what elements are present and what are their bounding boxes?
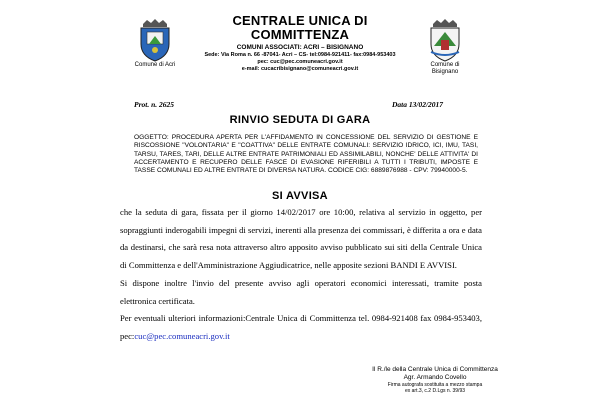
body-paragraph-1: che la seduta di gara, fissata per il giorno 14/02/2017 ore 10:00, relativa al servizio in oggetto, per sopraggiunti inderogabili impegni di servizi, inerenti alla presenza dei commissari, è differita a ora e data da destinarsi, che sarà resa nota attraverso altro apposito avviso pubblicato sui siti della Centrale Unica di Committenza e dell'Amministrazione Aggiudicatrice, nelle apposite sezioni BANDI E AVVISI. [120,207,482,271]
signature-role: Il R./le della Centrale Unica di Committenza [372,366,498,373]
protocol-number: Prot. n. 2625 [134,100,175,109]
signature-legal-ref: ex art.3, c.2 D.Lgs n. 39/93 [404,388,466,394]
signature-name: Agr. Armando Covello [403,374,467,381]
right-crest-caption: Comune di Bisignano [430,62,460,75]
bisignano-coat-of-arms-icon [425,18,465,62]
subject-paragraph: OGGETTO: PROCEDURA APERTA PER L'AFFIDAMENTO IN CONCESSIONE DEL SERVIZIO DI GESTIONE E RISCOSSIONE "VOLONTARIA" E "COATTIVA" DELLE ENTRATE COMUNALI: SERVIZIO IDRICO, ICI, IMU, TASI, TARSU, TARES, TARI, DELLE ALTRE ENTRATE PATRIMONIALI ED ASSIMILABILI, NONCHE' DELLE ATTIVITA' DI ACCERTAMENTO E RECUPERO DELLE FASCE DI EVASIONE RIFERIBILI A TUTTI I TRIBUTI, IMPOSTE E TASSE COMUNALI ED ALTRE ENTRATE DI DIVERSA NATURA. CODICE CIG: 6889876988 - CPV: 79940000-5. [134,134,478,175]
letterhead-address: Sede: Via Roma n. 66 -87041- Acri – CS- tel:0984-921411- fax:0984-953403 [204,52,396,58]
notice-heading: SI AVVISA [272,190,328,202]
pec-email-link[interactable]: cuc@pec.comuneacri.gov.it [134,330,230,341]
letterhead [180,14,420,73]
document-title: RINVIO SEDUTA DI GARA [229,114,371,126]
letterhead-title-line1: CENTRALE UNICA DI [232,13,368,28]
bisignano-crest [422,18,468,76]
body-paragraph-2: Si dispone inoltre l'invio del presente avviso agli operatori economici interessati, tramite posta elettronica certificata. [120,277,482,306]
letterhead-associates: COMUNI ASSOCIATI: ACRI – BISIGNANO [236,44,364,51]
document-date: Data 13/02/2017 [392,100,444,109]
left-crest-caption: Comune di Acri [134,62,176,68]
acri-coat-of-arms-icon [135,18,175,62]
signature-block [360,366,510,394]
body-paragraph-3 [120,310,482,345]
letterhead-pec: pec: cuc@pec.comuneacri.gov.it [257,59,343,65]
contact-info-text: Per eventuali ulteriori informazioni:Centrale Unica di Committenza tel. 0984-921408 fax 0984-953403, pec: [120,313,482,341]
notice-body [120,204,482,346]
acri-crest [132,18,178,69]
signature-note: Firma autografa sostituita a mezzo stampa [387,382,483,388]
letterhead-title-line2: COMMITTENZA [250,27,350,42]
letterhead-email: e-mail: cucacribisignano@comuneacri.gov.it [241,66,359,72]
